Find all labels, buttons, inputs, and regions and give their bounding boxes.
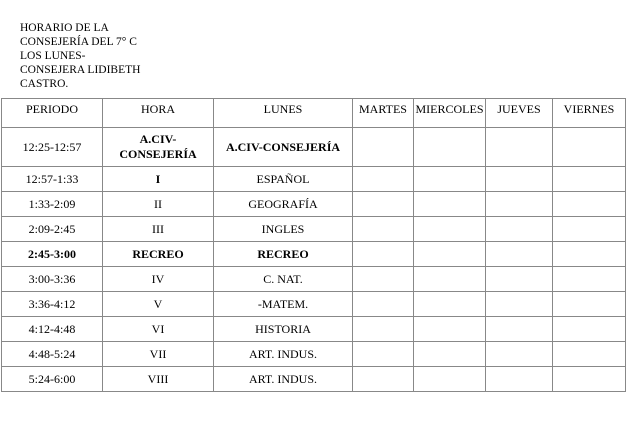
- empty-cell: [553, 192, 626, 217]
- empty-cell: [486, 217, 553, 242]
- periodo-cell: 12:25-12:57: [2, 128, 103, 167]
- periodo-cell: 4:12-4:48: [2, 317, 103, 342]
- hora-cell: VI: [103, 317, 214, 342]
- table-row: [2, 128, 626, 167]
- empty-cell: [553, 242, 626, 267]
- lunes-cell: HISTORIA: [214, 317, 353, 342]
- empty-cell: [353, 317, 414, 342]
- col-miercoles-header: MIERCOLES: [414, 99, 486, 128]
- empty-cell: [353, 217, 414, 242]
- periodo-cell: 2:09-2:45: [2, 217, 103, 242]
- empty-cell: [353, 192, 414, 217]
- col-jueves-header: JUEVES: [486, 99, 553, 128]
- empty-cell: [486, 242, 553, 267]
- empty-cell: [414, 242, 486, 267]
- empty-cell: [353, 128, 414, 167]
- empty-cell: [486, 292, 553, 317]
- empty-cell: [553, 128, 626, 167]
- hora-cell: I: [103, 167, 214, 192]
- header-line: LOS LUNES-: [20, 50, 86, 62]
- empty-cell: [486, 192, 553, 217]
- hora-cell: A.CIV-CONSEJERÍA: [103, 128, 214, 167]
- col-periodo-header: PERIODO: [2, 99, 103, 128]
- empty-cell: [553, 367, 626, 392]
- schedule-table: [1, 98, 626, 392]
- empty-cell: [486, 267, 553, 292]
- header-line: CONSEJERÍA DEL 7° C: [20, 36, 137, 48]
- empty-cell: [414, 342, 486, 367]
- hora-cell: RECREO: [103, 242, 214, 267]
- empty-cell: [414, 128, 486, 167]
- empty-cell: [486, 128, 553, 167]
- empty-cell: [353, 242, 414, 267]
- empty-cell: [486, 342, 553, 367]
- empty-cell: [353, 367, 414, 392]
- header-line: HORARIO DE LA: [20, 22, 109, 34]
- col-martes-header: MARTES: [353, 99, 414, 128]
- lunes-cell: ART. INDUS.: [214, 342, 353, 367]
- empty-cell: [414, 192, 486, 217]
- empty-cell: [414, 267, 486, 292]
- empty-cell: [353, 292, 414, 317]
- hora-cell: III: [103, 217, 214, 242]
- periodo-cell: 3:36-4:12: [2, 292, 103, 317]
- empty-cell: [414, 292, 486, 317]
- lunes-cell: INGLES: [214, 217, 353, 242]
- table-row: [2, 342, 626, 367]
- table-row: [2, 192, 626, 217]
- empty-cell: [414, 317, 486, 342]
- lunes-cell: C. NAT.: [214, 267, 353, 292]
- empty-cell: [414, 367, 486, 392]
- hora-cell: VII: [103, 342, 214, 367]
- empty-cell: [353, 167, 414, 192]
- periodo-cell: 5:24-6:00: [2, 367, 103, 392]
- empty-cell: [553, 167, 626, 192]
- header-line: CASTRO.: [20, 78, 69, 90]
- table-row: [2, 267, 626, 292]
- table-row: [2, 217, 626, 242]
- header-line: CONSEJERA LIDIBETH: [20, 64, 141, 76]
- table-row: [2, 167, 626, 192]
- hora-cell: V: [103, 292, 214, 317]
- periodo-cell: 3:00-3:36: [2, 267, 103, 292]
- table-header-row: [2, 99, 626, 128]
- periodo-cell: 1:33-2:09: [2, 192, 103, 217]
- lunes-cell: ART. INDUS.: [214, 367, 353, 392]
- table-row: [2, 242, 626, 267]
- table-row: [2, 292, 626, 317]
- hora-cell: VIII: [103, 367, 214, 392]
- lunes-cell: RECREO: [214, 242, 353, 267]
- empty-cell: [414, 217, 486, 242]
- empty-cell: [553, 317, 626, 342]
- document-header: [20, 21, 140, 91]
- lunes-cell: -MATEM.: [214, 292, 353, 317]
- hora-cell: IV: [103, 267, 214, 292]
- lunes-cell: A.CIV-CONSEJERÍA: [214, 128, 353, 167]
- lunes-cell: ESPAÑOL: [214, 167, 353, 192]
- empty-cell: [553, 292, 626, 317]
- hora-cell: II: [103, 192, 214, 217]
- periodo-cell: 2:45-3:00: [2, 242, 103, 267]
- col-hora-header: HORA: [103, 99, 214, 128]
- empty-cell: [486, 317, 553, 342]
- empty-cell: [553, 217, 626, 242]
- empty-cell: [486, 167, 553, 192]
- col-lunes-header: LUNES: [214, 99, 353, 128]
- periodo-cell: 12:57-1:33: [2, 167, 103, 192]
- empty-cell: [553, 267, 626, 292]
- empty-cell: [486, 367, 553, 392]
- table-row: [2, 367, 626, 392]
- empty-cell: [353, 342, 414, 367]
- periodo-cell: 4:48-5:24: [2, 342, 103, 367]
- table-row: [2, 317, 626, 342]
- empty-cell: [414, 167, 486, 192]
- lunes-cell: GEOGRAFÍA: [214, 192, 353, 217]
- empty-cell: [553, 342, 626, 367]
- empty-cell: [353, 267, 414, 292]
- col-viernes-header: VIERNES: [553, 99, 626, 128]
